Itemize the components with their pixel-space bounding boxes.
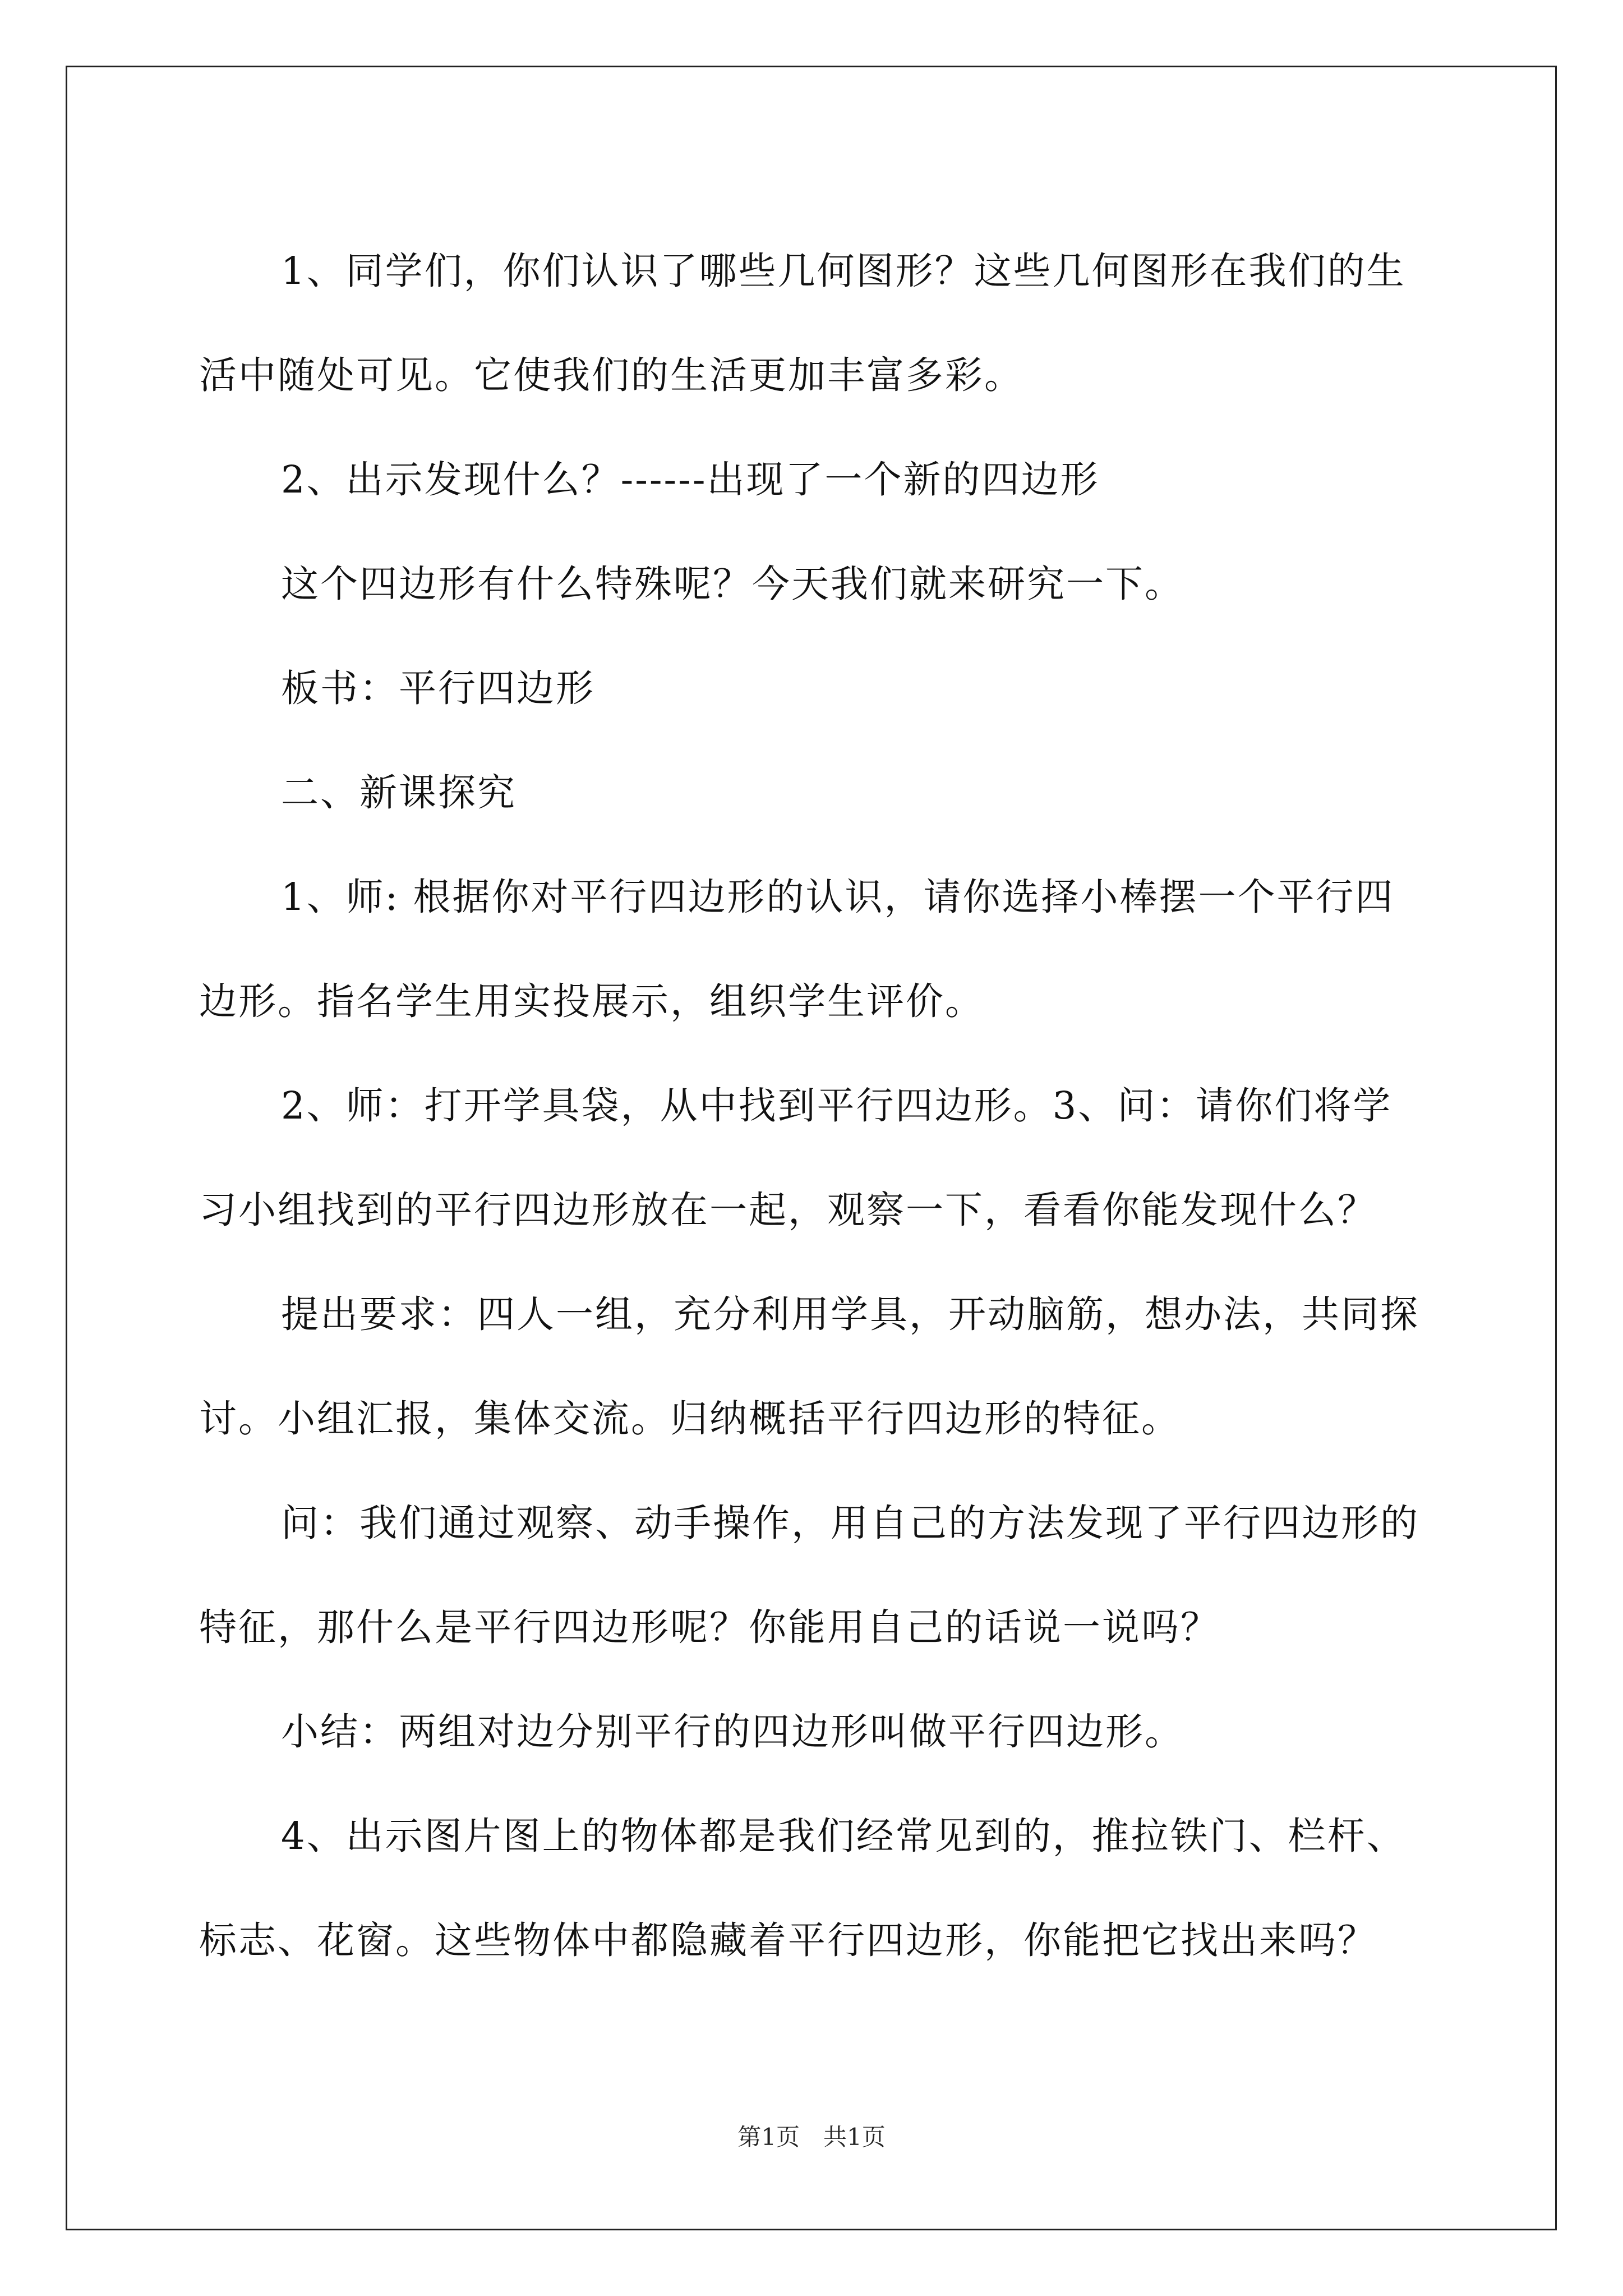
paragraph-requirements: 提出要求：四人一组，充分利用学具，开动脑筋，想办法，共同探讨。小组汇报，集体交流。归纳概括平行四边形的特征。 — [199, 1292, 1419, 1441]
paragraph-question-definition: 问：我们通过观察、动手操作，用自己的方法发现了平行四边形的特征，那什么是平行四边形呢？你能用自己的话说一说吗？ — [199, 1501, 1419, 1649]
paragraph-section-heading: 二、新课探究 — [281, 771, 517, 815]
paragraph-board-title: 板书：平行四边形 — [281, 666, 595, 710]
page-footer: 第1页 共1页 — [737, 2123, 886, 2151]
paragraph-show-discovery: 2、出示发现什么？------出现了一个新的四边形 — [281, 458, 1100, 501]
paragraph-teacher-toolkit: 2、师：打开学具袋，从中找到平行四边形。3、问：请你们将学习小组找到的平行四边形放在一起，观察一下，看看你能发现什么？ — [199, 1084, 1393, 1232]
paragraph-intro-shapes: 1、同学们，你们认识了哪些几何图形？这些几何图形在我们的生活中随处可见。它使我们的生活更加丰富多彩。 — [199, 249, 1406, 397]
paragraph-teacher-sticks: 1、师: 根据你对平行四边形的认识，请你选择小棒摆一个平行四边形。指名学生用实投展示，组织学生评价。 — [199, 875, 1395, 1023]
paragraph-pictures: 4、出示图片图上的物体都是我们经常见到的，推拉铁门、栏杆、标志、花窗。这些物体中都隐藏着平行四边形，你能把它找出来吗？ — [199, 1814, 1406, 1962]
document-body — [199, 219, 1425, 1993]
paragraph-special-question: 这个四边形有什么特殊呢？今天我们就来研究一下。 — [281, 562, 1184, 606]
paragraph-summary: 小结：两组对边分别平行的四边形叫做平行四边形。 — [281, 1710, 1184, 1754]
